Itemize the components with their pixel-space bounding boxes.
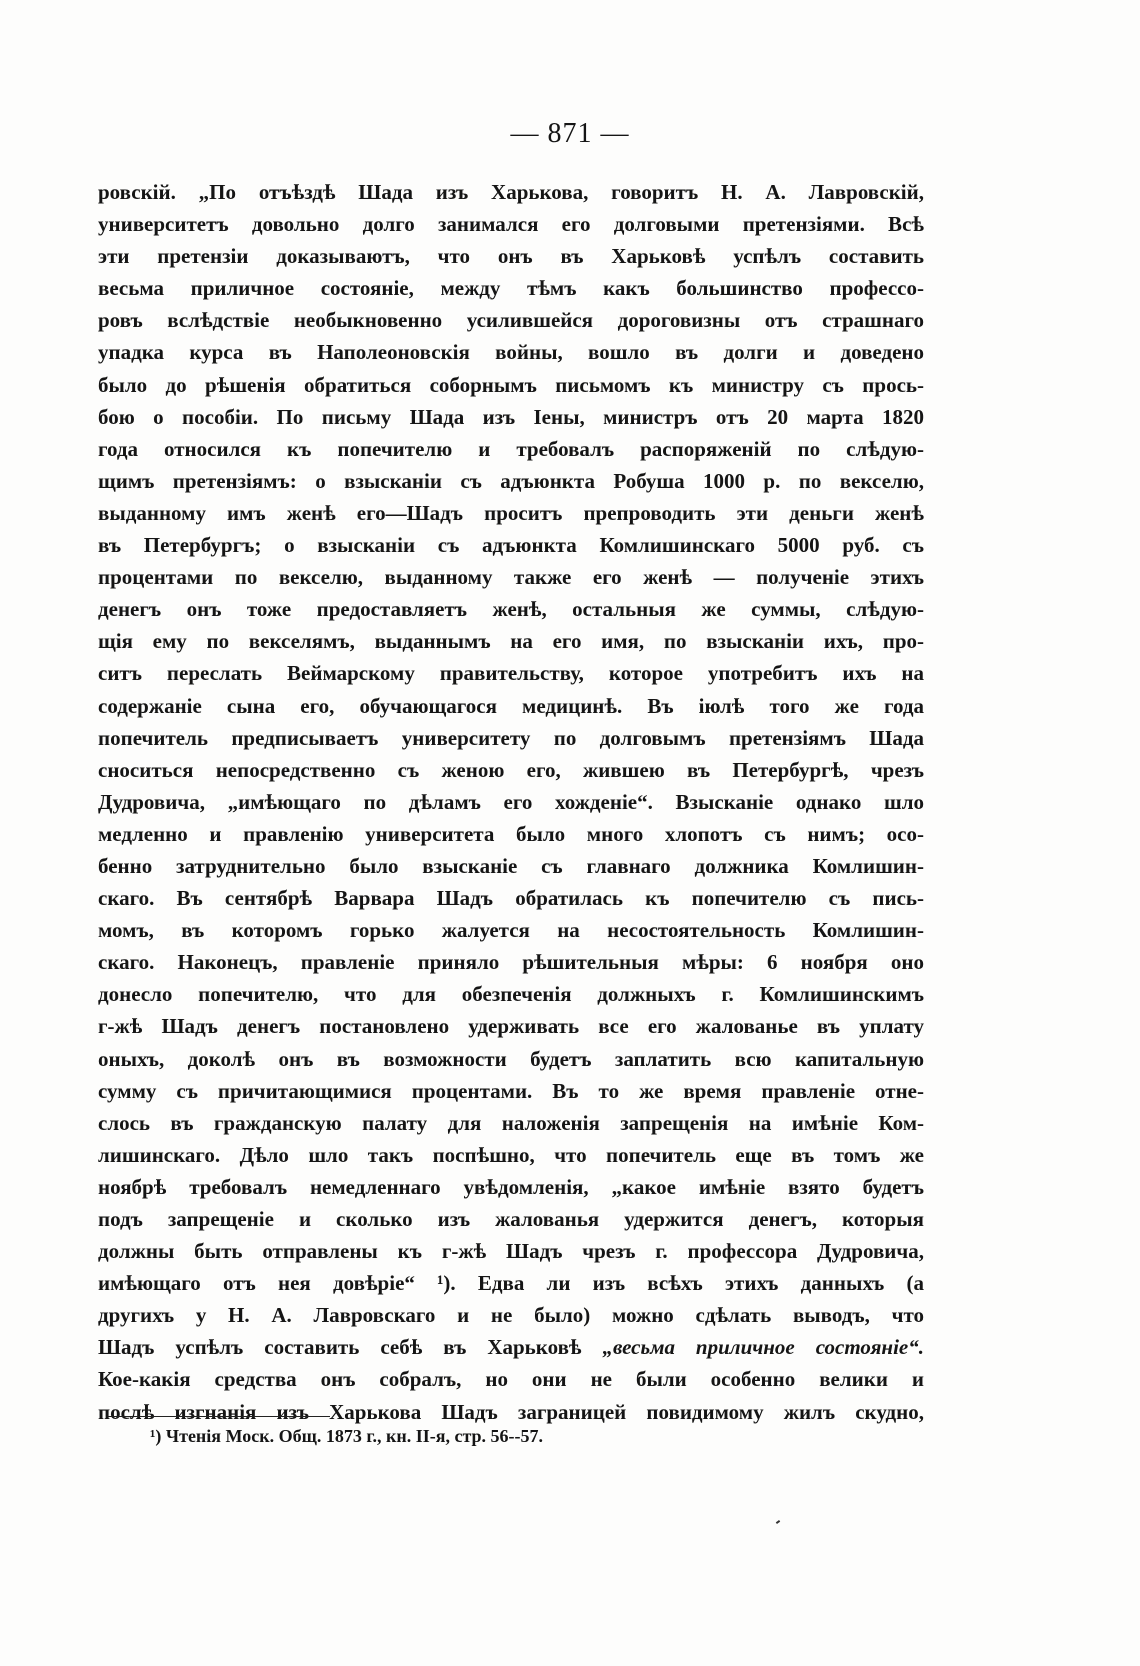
text-line: имѣющаго отъ нея довѣріе“ ¹). Едва ли изъ всѣхъ этихъ данныхъ (а xyxy=(98,1271,924,1296)
text-line: лишинскаго. Дѣло шло такъ поспѣшно, что попечитель еще въ томъ же xyxy=(98,1142,924,1167)
text-line: денегъ онъ тоже предоставляетъ женѣ, остальныя же суммы, слѣдую- xyxy=(98,597,924,622)
text-line: г-жѣ Шадъ денегъ постановлено удерживать все его жалованье въ уплату xyxy=(98,1014,924,1039)
text-line: другихъ у Н. А. Лавровскаго и не было) можно сдѣлать выводъ, что xyxy=(98,1303,924,1328)
text-line: скаго. Наконецъ, правленіе приняло рѣшительныя мѣры: 6 ноября оно xyxy=(98,950,924,975)
text-line: университетъ довольно долго занимался его долговыми претензіями. Всѣ xyxy=(98,212,924,237)
italic-quote: „весьма приличное состояніе“. xyxy=(602,1335,924,1360)
text-line-prefix: Шадъ успѣлъ составить себѣ въ Харьковѣ xyxy=(98,1335,603,1360)
text-line: ровъ вслѣдствіе необыкновенно усилившейся дороговизны отъ страшнаго xyxy=(98,308,924,333)
text-line: скаго. Въ сентябрѣ Варвара Шадъ обратилась къ попечителю съ пись- xyxy=(98,886,924,911)
text-line: подъ запрещеніе и сколько изъ жалованья удержится денегъ, которыя xyxy=(98,1207,924,1231)
text-line: сумму съ причитающимися процентами. Въ то же время правленіе отне- xyxy=(98,1078,924,1103)
text-line: оныхъ, доколѣ онъ въ возможности будетъ заплатить всю капитальную xyxy=(98,1046,924,1071)
footnote-text: Чтенія Моск. Общ. 1873 г., кн. II-я, стр. 56--57. xyxy=(161,1426,544,1446)
text-line: бою о пособіи. По письму Шада изъ Іены, министръ отъ 20 марта 1820 xyxy=(98,404,924,429)
text-line: должны быть отправлены къ г-жѣ Шадъ чрезъ г. профессора Дудровича, xyxy=(98,1239,924,1264)
text-line: эти претензіи доказываютъ, что онъ въ Харьковѣ успѣлъ составить xyxy=(98,244,924,269)
text-line: донесло попечителю, что для обезпеченія должныхъ г. Комлишинскимъ xyxy=(98,982,924,1007)
text-line: щія ему по векселямъ, выданнымъ на его имя, по взысканіи ихъ, про- xyxy=(98,629,924,654)
text-line: выданному имъ женѣ его—Шадъ проситъ препроводить эти деньги женѣ xyxy=(98,500,924,525)
text-line: было до рѣшенія обратиться соборнымъ письмомъ къ министру съ прось- xyxy=(98,372,924,397)
footnote-divider xyxy=(108,1416,330,1417)
text-line: момъ, въ которомъ горько жалуется на несостоятельность Комлишин- xyxy=(98,918,924,943)
footnote-marker: ¹) xyxy=(150,1426,162,1446)
footnote xyxy=(150,1426,543,1447)
text-line: ровскій. „По отъѣздѣ Шада изъ Харькова, говоритъ Н. А. Лавровскій, xyxy=(98,180,924,204)
text-line: слось въ гражданскую палату для наложенія запрещенія на имѣніе Ком- xyxy=(98,1110,924,1135)
text-line: медленно и правленію университета было много хлопотъ съ нимъ; осо- xyxy=(98,821,924,846)
stray-mark xyxy=(776,1520,780,1524)
page-number: — 871 — xyxy=(510,118,630,149)
text-line: попечитель предписываетъ университету по долговымъ претензіямъ Шада xyxy=(98,725,924,750)
text-line: Дудровича, „имѣющаго по дѣламъ его хожденіе“. Взысканіе однако шло xyxy=(98,789,924,814)
text-line: года относился къ попечителю и требовалъ распоряженій по слѣдую- xyxy=(98,436,924,461)
text-line: содержаніе сына его, обучающагося медицинѣ. Въ іюлѣ того же года xyxy=(98,693,924,718)
body-text xyxy=(98,176,924,1428)
text-line-with-quote xyxy=(98,1331,924,1363)
text-line: бенно затруднительно было взысканіе съ главнаго должника Комлишин- xyxy=(98,853,924,878)
text-line: ноябрѣ требовалъ немедленнаго увѣдомленія, „какое имѣніе взято будетъ xyxy=(98,1174,924,1199)
text-line: процентами по векселю, выданному также его женѣ — полученіе этихъ xyxy=(98,565,924,590)
text-line: сноситься непосредственно съ женою его, жившею въ Петербургѣ, чрезъ xyxy=(98,757,924,782)
text-line: Кое-какія средства онъ собралъ, но они не были особенно велики и xyxy=(98,1367,924,1392)
text-line: послѣ изгнанія изъ Харькова Шадъ заграницей повидимому жилъ скудно, xyxy=(98,1399,924,1424)
text-line: упадка курса въ Наполеоновскія войны, вошло въ долги и доведено xyxy=(98,340,924,365)
text-line: весьма приличное состояніе, между тѣмъ какъ большинство профессо- xyxy=(98,276,924,301)
text-line: ситъ переслать Веймарскому правительству, которое употребитъ ихъ на xyxy=(98,661,924,686)
text-line: въ Петербургъ; о взысканіи съ адъюнкта Комлишинскаго 5000 руб. съ xyxy=(98,533,924,558)
text-line: щимъ претензіямъ: о взысканіи съ адъюнкта Робуша 1000 р. по векселю, xyxy=(98,468,924,493)
